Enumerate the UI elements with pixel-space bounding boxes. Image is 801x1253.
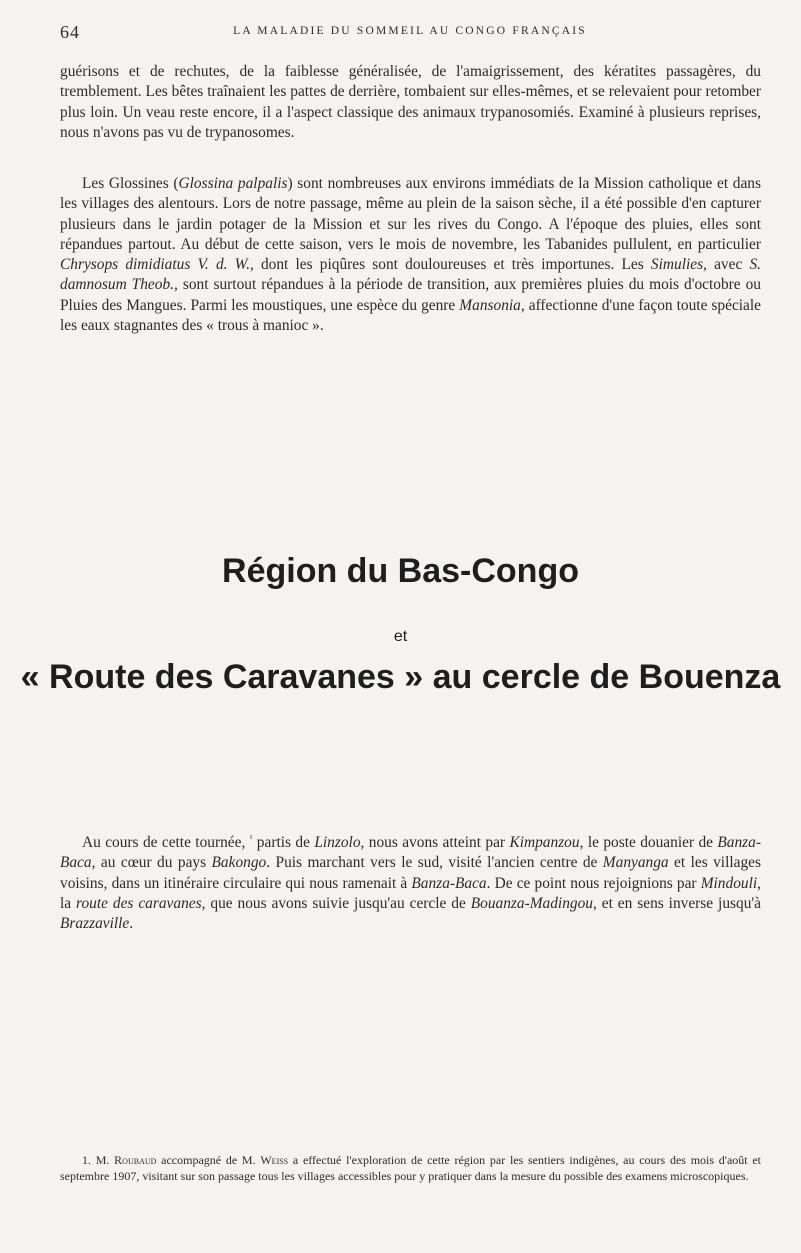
section-title-region: Région du Bas-Congo <box>222 552 579 590</box>
page-number: 64 <box>60 22 80 42</box>
footnote-marker: ¹ <box>249 833 253 843</box>
species-name: S. damnosum Theob. <box>60 256 762 294</box>
author-name: Roubaud <box>114 1153 157 1167</box>
running-head <box>60 22 760 44</box>
place-name: Banza-Baca <box>411 874 487 892</box>
footnote: 1. M. Roubaud accompagné de M. Weiss a effectué l'exploration de cette région par les sentiers indigènes, au cours des mois d'août et septembre 1907, visitant sur son passage tous les villages accessibles pour y pratiquer dans la mesure du possible des examens microscopiques. <box>60 1153 762 1183</box>
place-name: Bakongo <box>211 854 267 872</box>
place-name: Mindouli <box>700 874 758 892</box>
section-title-conjunction: et <box>393 628 408 645</box>
author-name: Weiss <box>260 1153 289 1167</box>
place-name: route des caravanes <box>76 895 202 913</box>
species-name: Simulies <box>650 256 704 274</box>
species-name: Mansonia <box>459 296 521 314</box>
place-name: Kimpanzou <box>509 834 580 852</box>
paragraph-continuation: guérisons et de rechutes, de la faiblesse généralisée, de l'amaigrissement, des kératites passagères, du tremblement. Les bêtes traînaient les pattes de derrière, tombaient sur elles-mêmes, et se relevaient pour retomber plus loin. Un veau reste encore, il a l'aspect classique des animaux trypanosomiés. Examiné à plusieurs reprises, nous n'avons pas vu de trypanosomes. <box>60 63 761 141</box>
species-name: Chrysops dimidiatus V. d. W. <box>60 256 250 274</box>
paragraph-itinerary: Au cours de cette tournée, $^{^1}$ partis de Linzolo, nous avons atteint par Kimpanzou, le poste douanier de Banza-Baca, au cœur du pays Bakongo. Puis marchant vers le sud, visité l'ancien centre de Manyanga et les villages voisins, dans un itinéraire circulaire qui nous ramenait à Banza-Baca. De ce point nous rejoignions par Mindouli, la route des caravanes, que nous avons suivie jusqu'au cercle de Bouanza-Madingou, et en sens inverse jusqu'à Brazzaville. <box>60 833 761 933</box>
place-name: Banza-Baca <box>60 834 761 872</box>
running-title: LA MALADIE DU SOMMEIL AU CONGO FRANÇAIS <box>233 25 587 37</box>
species-name: Glossina palpalis <box>178 175 288 192</box>
place-name: Linzolo <box>314 834 361 852</box>
place-name: Manyanga <box>602 854 669 872</box>
section-title-route: « Route des Caravanes » au cercle de Bouenza <box>20 658 781 696</box>
place-name: Brazzaville <box>60 915 130 933</box>
paragraph-glossines: Les Glossines (Glossina palpalis) sont nombreuses aux environs immédiats de la Mission catholique et dans les villages des alentours. Lors de notre passage, même au plein de la saison sèche, il a été possible d'en capturer plusieurs dans le jardin potager de la Mission et sur les rives du Congo. A l'époque des pluies, elles sont répandues partout. Au début de cette saison, vers le mois de novembre, les Tabanides pullulent, en particulier Chrysops dimidiatus V. d. W., dont les piqûres sont douloureuses et très importunes. Les Simulies, avec S. damnosum Theob., sont surtout répandues à la période de transition, aux premières pluies du mois d'octobre ou Pluies des Mangues. Parmi les moustiques, une espèce du genre Mansonia, affectionne d'une façon toute spéciale les eaux stagnantes des « trous à manioc ». <box>60 175 762 335</box>
place-name: Bouanza-Madingou <box>470 895 593 913</box>
